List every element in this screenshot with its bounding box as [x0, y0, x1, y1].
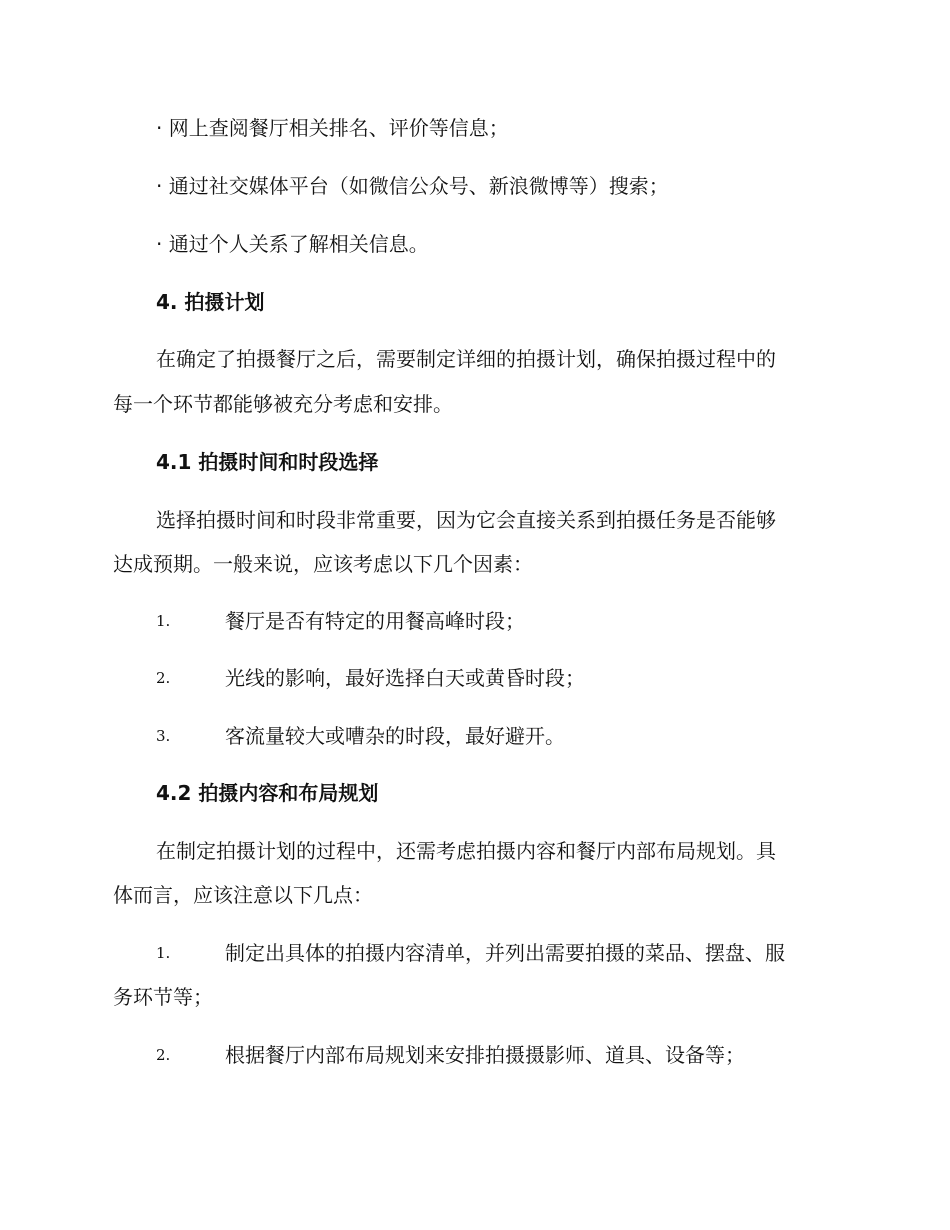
list-number: 1. — [156, 612, 171, 630]
list-item: 餐厅是否有特定的用餐高峰时段； — [225, 609, 525, 633]
paragraph-line: 选择拍摄时间和时段非常重要，因为它会直接关系到拍摄任务是否能够 — [156, 508, 776, 532]
bullet-item: · 网上查阅餐厅相关排名、评价等信息； — [156, 116, 509, 140]
paragraph-line: 在确定了拍摄餐厅之后，需要制定详细的拍摄计划，确保拍摄过程中的 — [156, 347, 776, 371]
list-item: 光线的影响，最好选择白天或黄昏时段； — [225, 666, 585, 690]
list-item-continuation: 务环节等； — [113, 985, 213, 1009]
subsection-heading: 4.1 拍摄时间和时段选择 — [156, 450, 379, 474]
subsection-heading: 4.2 拍摄内容和布局规划 — [156, 781, 379, 805]
list-item: 客流量较大或嘈杂的时段，最好避开。 — [225, 724, 565, 748]
list-number: 3. — [156, 727, 171, 745]
bullet-item: · 通过社交媒体平台（如微信公众号、新浪微博等）搜索； — [156, 174, 669, 198]
paragraph-line: 每一个环节都能够被充分考虑和安排。 — [113, 392, 453, 416]
list-number: 2. — [156, 1046, 171, 1064]
paragraph-line: 在制定拍摄计划的过程中，还需考虑拍摄内容和餐厅内部布局规划。具 — [156, 839, 776, 863]
section-heading: 4. 拍摄计划 — [156, 290, 265, 314]
list-number: 2. — [156, 669, 171, 687]
list-item: 根据餐厅内部布局规划来安排拍摄摄影师、道具、设备等； — [225, 1043, 745, 1067]
list-item: 制定出具体的拍摄内容清单，并列出需要拍摄的菜品、摆盘、服 — [225, 941, 785, 965]
list-number: 1. — [156, 944, 171, 962]
paragraph-line: 体而言，应该注意以下几点： — [113, 883, 373, 907]
bullet-item: · 通过个人关系了解相关信息。 — [156, 232, 429, 256]
paragraph-line: 达成预期。一般来说，应该考虑以下几个因素： — [113, 552, 533, 576]
